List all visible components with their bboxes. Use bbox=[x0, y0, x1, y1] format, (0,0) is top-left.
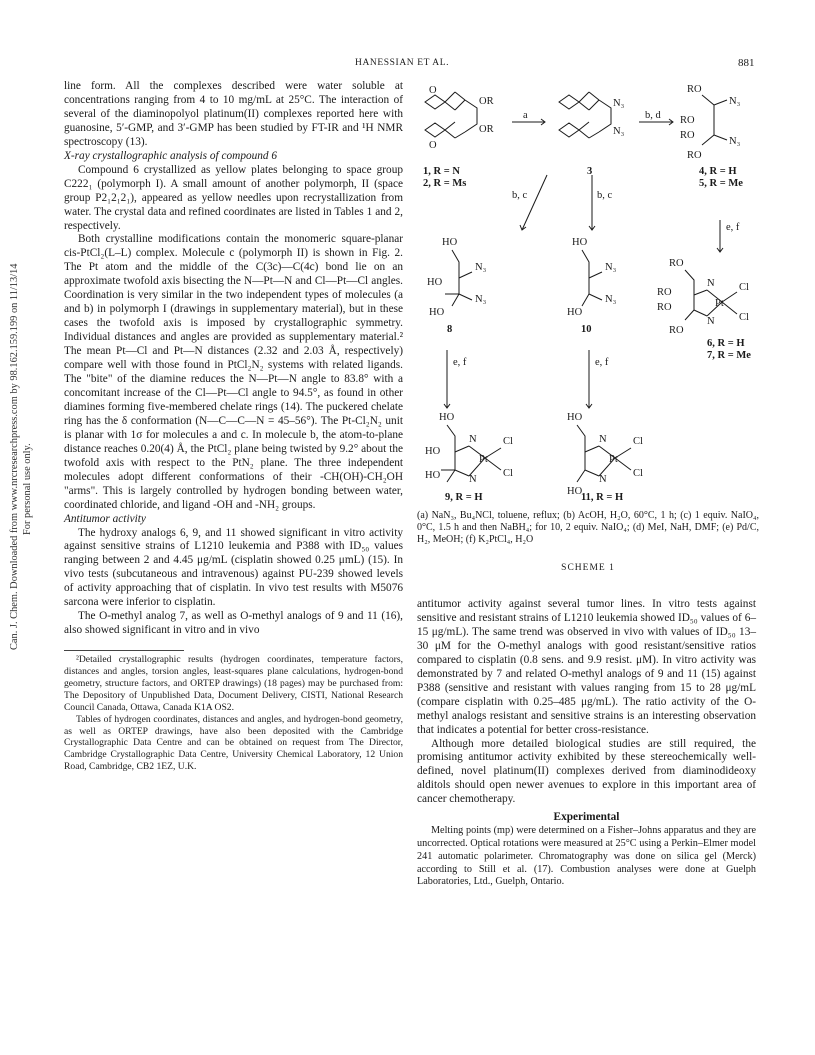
atom-label: Pt bbox=[609, 454, 618, 465]
atom-label: HO bbox=[567, 486, 583, 497]
atom-label: RO bbox=[669, 258, 684, 269]
atom-label: N₃ bbox=[613, 126, 625, 137]
reagent-bd: b, d bbox=[645, 110, 661, 121]
atom-label: RO bbox=[669, 325, 684, 336]
right-column bbox=[417, 598, 756, 889]
running-head: HANESSIAN ET AL. bbox=[355, 58, 450, 68]
section-heading-antitumor: Antitumor activity bbox=[64, 512, 146, 525]
atom-label: RO bbox=[680, 115, 695, 126]
atom-label: Cl bbox=[503, 468, 513, 479]
atom-label: Cl bbox=[503, 436, 513, 447]
atom-label: N₃ bbox=[475, 294, 487, 305]
reagent-bc-1: b, c bbox=[512, 190, 528, 201]
atom-label: HO bbox=[429, 307, 445, 318]
atom-label: N₃ bbox=[475, 262, 487, 273]
atom-label: Cl bbox=[633, 468, 643, 479]
atom-label: N bbox=[599, 474, 607, 485]
reagent-ef-3: e, f bbox=[595, 357, 609, 368]
atom-label: N₃ bbox=[729, 136, 741, 147]
watermark-line-2: For personal use only. bbox=[22, 443, 33, 535]
atom-label: N₃ bbox=[605, 262, 617, 273]
atom-label: N₃ bbox=[605, 294, 617, 305]
watermark-line-1: Can. J. Chem. Downloaded from www.nrcresearchpress.com by 98.162.159.199 on 11/13/14 bbox=[9, 263, 20, 650]
atom-label: HO bbox=[442, 237, 458, 248]
paragraph: line form. All the complexes described were water soluble at concentrations ranging from 4 to 10 mg/mL at 25°C. The interaction of several of the diaminopolyol platinum(II) complexes reported here with guanosine, 5′-GMP, and 3′-GMP has been studied by FT-IR and ¹H NMR spectroscopy (13). bbox=[64, 80, 403, 148]
paragraph: Compound 6 crystallized as yellow plates belonging to space group C222₁ (polymorph I). A small amount of another polymorph, II (space group P2₁2₁2₁), appeared as yellow needles upon recrystallization from water. The crystal data and refined coordinates are listed in Tables 1 and 2, respectively. bbox=[64, 163, 403, 232]
atom-label: O bbox=[429, 140, 437, 151]
atom-label: N bbox=[469, 434, 477, 445]
atom-label: N bbox=[469, 474, 477, 485]
compound-label-10: 10 bbox=[581, 324, 592, 335]
atom-label: HO bbox=[425, 446, 441, 457]
compound-label-4: 4, R = H bbox=[699, 166, 737, 177]
atom-label: N bbox=[707, 278, 715, 289]
atom-label: OR bbox=[479, 96, 494, 107]
compound-label-3: 3 bbox=[587, 166, 593, 177]
atom-label: HO bbox=[572, 237, 588, 248]
scheme-caption: SCHEME 1 bbox=[561, 563, 615, 573]
reagent-bc-2: b, c bbox=[597, 190, 613, 201]
atom-label: Cl bbox=[633, 436, 643, 447]
compound-label-9: 9, R = H bbox=[445, 492, 483, 503]
atom-label: Pt bbox=[715, 298, 724, 309]
atom-label: N bbox=[707, 316, 715, 327]
atom-label: RO bbox=[657, 287, 672, 298]
reagent-ef-2: e, f bbox=[453, 357, 467, 368]
paragraph: Melting points (mp) were determined on a Fisher–Johns apparatus and they are uncorrected. Optical rotations were measured at 25°C using a Perkin–Elmer model 241 automatic polarimeter. Chromatography was done on silica gel (Merck) according to Still et al. (17). Combustion analyses were done at Guelph Laboratories, Ltd., Guelph, Ontario. bbox=[417, 825, 756, 888]
paragraph: Both crystalline modifications contain the monomeric square-planar cis-PtCl₂(L–L) complex. Molecule c (polymorph II) is shown in Fig. 2. The Pt atom and the middle of the C(3c)—C(4c) bond lie on an approximate twofold axis bisecting the N—Pt—N and Cl—Pt—Cl angles. Coordination is very similar in the two independent types of molecules (a and b) in polymorph I (drawings in supplementary material), but in these cases the twofold axis is imposed by crystallographic symmetry. Individual distances and angles are provided as supplementary material.² The mean Pt—Cl and Pt—N distances (2.32 and 2.03 Å, respectively) compare well with those found in PtCl₂N₂ systems with related ligands. The "bite" of the diamine reduces the N—Pt—N angle to 83.8° with a concomitant increase of the Cl—Pt—Cl angle to 94.5°, as found in other diamines forming five-membered chelate rings (14). The puckered chelate ring has the δ conformation (N—C—C—N = 45–56°). The Pt-Cl₂N₂ unit is planar with 1σ for molecules a and c. In molecule b, the atom-to-plane distance reaches 0.20(4) Å, the PtCl₂ plane being twisted by 9.2° about the twofold axis with respect to the PtN₂ plane. The three independent molecules adopt different conformations of their -CH(OH)-CH₂OH "arms". This is largely controlled by hydrogen bonding between water, coordinated chloride, and ligand -OH and -NH₂ groups. bbox=[64, 233, 403, 511]
atom-label: HO bbox=[567, 307, 583, 318]
atom-label: Cl bbox=[739, 312, 749, 323]
compound-label-8: 8 bbox=[447, 324, 453, 335]
atom-label: HO bbox=[427, 277, 443, 288]
atom-label: HO bbox=[439, 412, 455, 423]
reagent-ef-1: e, f bbox=[726, 222, 740, 233]
atom-label: Cl bbox=[739, 282, 749, 293]
atom-label: Pt bbox=[479, 454, 488, 465]
compound-label-5: 5, R = Me bbox=[699, 178, 743, 189]
scheme-1 bbox=[417, 80, 762, 585]
section-heading-experimental: Experimental bbox=[553, 811, 620, 824]
atom-label: RO bbox=[687, 150, 702, 161]
download-watermark bbox=[5, 230, 50, 650]
atom-label: HO bbox=[567, 412, 583, 423]
page-number: 881 bbox=[738, 57, 755, 69]
atom-label: RO bbox=[687, 84, 702, 95]
compound-label-7: 7, R = Me bbox=[707, 350, 751, 361]
paragraph: The O-methyl analog 7, as well as O-methyl analogs of 9 and 11 (16), also showed significant in vitro and in vivo bbox=[64, 610, 403, 637]
atom-label: RO bbox=[657, 302, 672, 313]
paragraph: Although more detailed biological studies are still required, the promising antitumor activity exhibited by these stereochemically well-defined, novel platinum(II) complexes derived from diaminodideoxy alditols should open newer avenues to explore in this important area of cancer chemotherapy. bbox=[417, 737, 756, 806]
atom-label: O bbox=[429, 85, 437, 96]
atom-label: N bbox=[599, 434, 607, 445]
compound-label-1: 1, R = N bbox=[423, 166, 460, 177]
footnote-rule bbox=[64, 650, 184, 651]
atom-label: HO bbox=[425, 470, 441, 481]
left-column bbox=[64, 80, 403, 773]
compound-label-11: 11, R = H bbox=[581, 492, 624, 503]
atom-label: OR bbox=[479, 124, 494, 135]
compound-label-6: 6, R = H bbox=[707, 338, 745, 349]
footnote: Tables of hydrogen coordinates, distances and angles, and hydrogen-bond geometry, as well as ORTEP drawings, have also been deposited with the Cambridge Crystallographic Data Centre and can be obtained on request from The Director, Cambridge Crystallographic Data Centre, University Chemical Laboratory, 12 Union Road, Cambridge, CB2 1EZ, U.K. bbox=[64, 713, 403, 773]
reaction-scheme-drawing bbox=[417, 80, 762, 505]
running-header bbox=[0, 58, 815, 74]
reagent-a: a bbox=[523, 110, 528, 121]
scheme-legend: (a) NaN₃, Bu₄NCl, toluene, reflux; (b) AcOH, H₂O, 60°C, 1 h; (c) 1 equiv. NaIO₄, 0°C, 1.5 h and then NaBH₄; for 10, 2 equiv. NaIO₄; (d) MeI, NaH, DMF; (e) Pd/C, H₂, MeOH; (f) K₂PtCl₄, H₂O bbox=[417, 510, 759, 546]
footnotes bbox=[64, 650, 403, 773]
atom-label: N₃ bbox=[613, 98, 625, 109]
paragraph: The hydroxy analogs 6, 9, and 11 showed significant in vitro activity against sensitive strains of L1210 leukemia and P388 with ID₅₀ values ranging between 2 and 4.45 μg/mL (cisplatin showed 0.25 μmL) (15). In vivo tests (subcutaneous and intravenous) against PU-239 showed levels of activity approaching that of cisplatin. In vivo test results with M5076 sarcona were inferior to cisplatin. bbox=[64, 526, 403, 609]
compound-label-2: 2, R = Ms bbox=[423, 178, 467, 189]
paragraph: antitumor activity against several tumor lines. In vitro tests against sensitive and resistant strains of L1210 leukemia showed ID₅₀ values of 6–15 μg/mL). The same trend was observed in vivo with values of ID₅₀ 13–30 μM for the O-methyl analogs with good resistant/sensitive ratios compared to cisplatin (0.8 sens. and 9.9 resist. μM). In vitro activity was demonstrated by 7 and related O-methyl analogs of 9 and 11 (15) against P388 (sensitive and resistant with values ranging from 15 to 28 μg/mL (compare cisplatin with 0.25–485 μg/mL). The ratio activity of the O-methyl analogs resistant and sensitive strains is an interesting observation that indicates a potential for better cross-resistance. bbox=[417, 598, 756, 736]
atom-label: N₃ bbox=[729, 96, 741, 107]
section-heading-xray: X-ray crystallographic analysis of compound 6 bbox=[64, 149, 278, 162]
atom-label: RO bbox=[680, 130, 695, 141]
footnote: ²Detailed crystallographic results (hydrogen coordinates, temperature factors, distances and angles, torsion angles, least-squares plane calculations, hydrogen-bond geometry, structure factors, and ORTEP drawings) (18 pages) may be purchased from: The Depository of Unpublished Data, Document Delivery, CISTI, National Research Council Canada, Ottawa, Canada K1A OS2. bbox=[64, 654, 403, 713]
